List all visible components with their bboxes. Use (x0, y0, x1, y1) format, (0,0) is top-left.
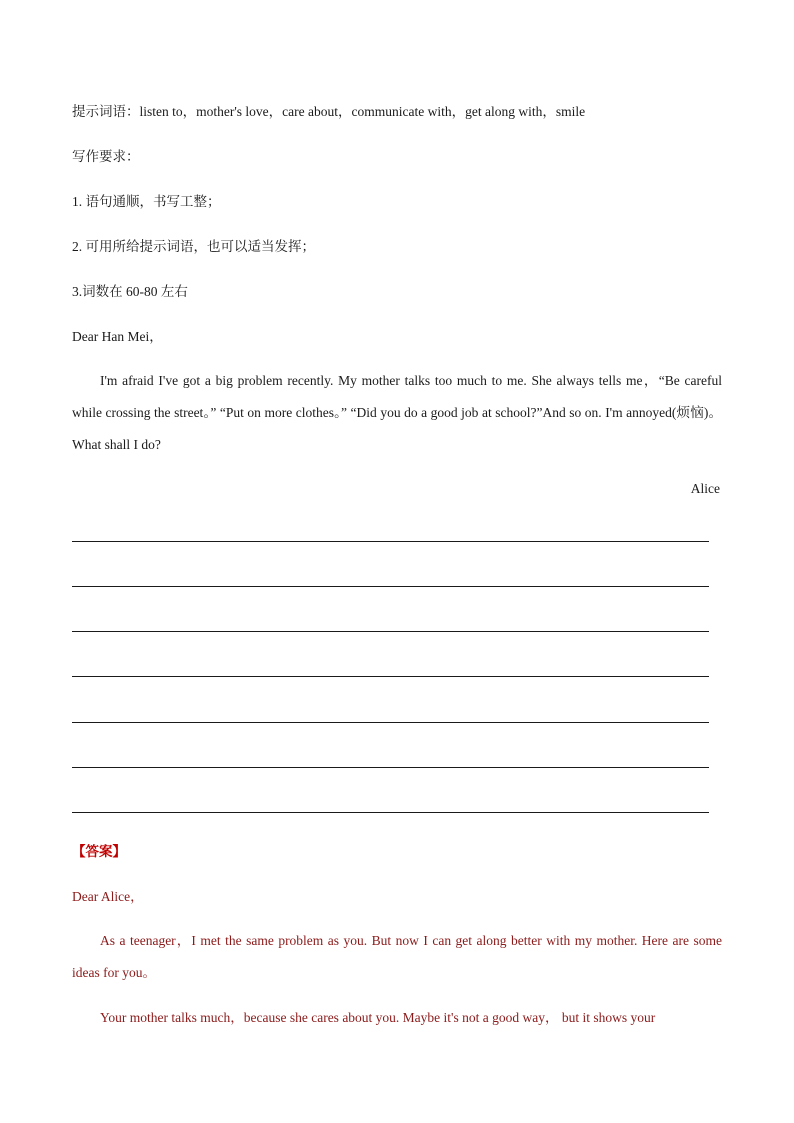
letter-body: I'm afraid I've got a big problem recently. My mother talks too much to me. She always tells me，“Be careful while crossing the street。” “Put on more clothes。” “Did you do a good job at school?”And so on. I'm annoyed(烦恼)。What shall I do? (72, 373, 722, 452)
requirement-item-3: 3.词数在 60-80 左右 (72, 284, 188, 299)
writing-line (72, 676, 709, 677)
writing-line (72, 767, 709, 768)
answer-greeting: Dear Alice， (72, 889, 144, 904)
requirements-title: 写作要求： (72, 149, 140, 164)
letter-greeting: Dear Han Mei， (72, 329, 163, 344)
writing-line (72, 541, 709, 542)
answer-paragraph-1: As a teenager，I met the same problem as you. But now I can get along better with my mother. Here are some ideas for you。 (72, 933, 722, 980)
requirement-item-1: 1. 语句通顺，书写工整； (72, 194, 221, 209)
hint-words: 提示词语：listen to，mother's love，care about，communicate with，get along with，smile (72, 104, 586, 119)
letter-signature: Alice (690, 481, 720, 496)
writing-line (72, 631, 709, 632)
writing-line (72, 722, 709, 723)
requirement-item-2: 2. 可用所给提示词语，也可以适当发挥； (72, 239, 315, 254)
answer-heading: 【答案】 (72, 844, 126, 859)
writing-line (72, 586, 709, 587)
writing-line (72, 812, 709, 813)
answer-paragraph-2: Your mother talks much，because she cares about you. Maybe it's not a good way， but it shows your (100, 1010, 656, 1025)
